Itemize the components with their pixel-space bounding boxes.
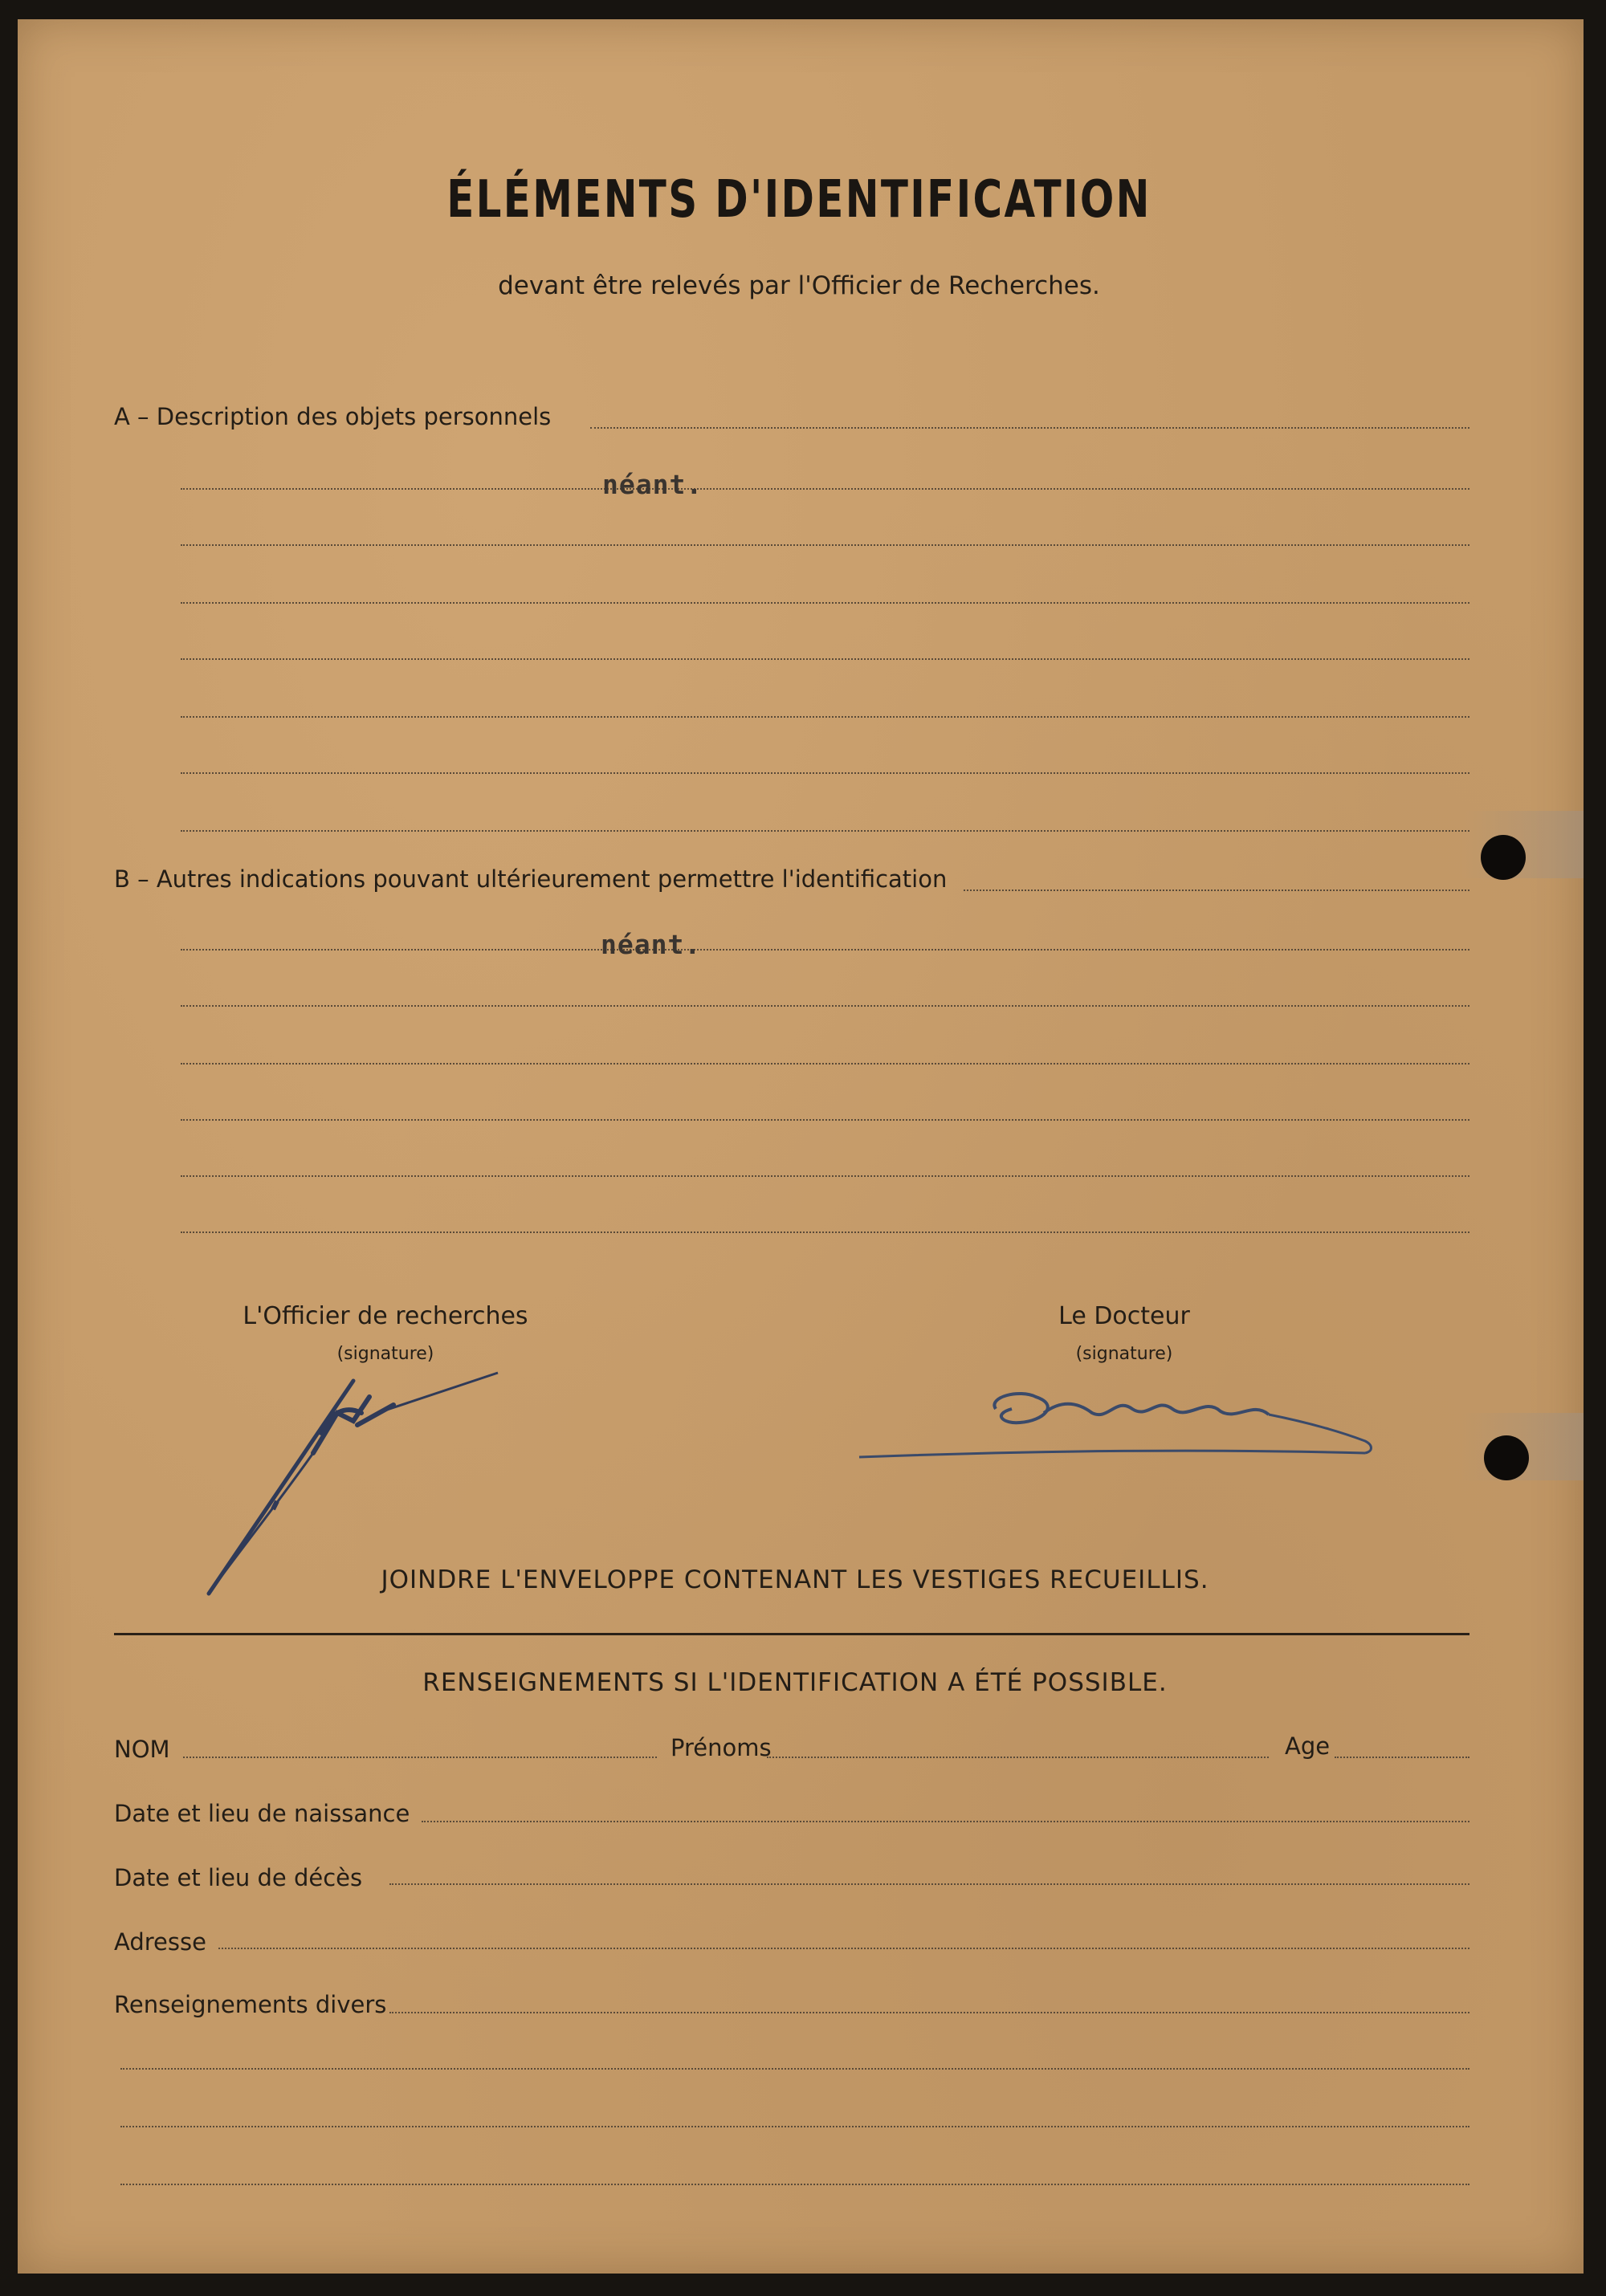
- page-title: ÉLÉMENTS D'IDENTIFICATION: [446, 170, 1152, 230]
- section-b-line-1[interactable]: [964, 889, 1469, 891]
- section-a-label: A – Description des objets personnels: [114, 403, 552, 430]
- age-label: Age: [1285, 1732, 1331, 1760]
- adresse-field[interactable]: [218, 1948, 1469, 1949]
- section-a-typed-value: néant.: [602, 469, 703, 500]
- prenoms-field[interactable]: [767, 1757, 1269, 1758]
- divers-field-2[interactable]: [120, 2068, 1469, 2070]
- section-a-line-7[interactable]: [181, 772, 1469, 774]
- divers-field-4[interactable]: [120, 2184, 1469, 2185]
- section-a-line-8[interactable]: [181, 830, 1469, 832]
- identification-heading: RENSEIGNEMENTS SI L'IDENTIFICATION A ÉTÉ POSSIBLE.: [422, 1668, 1168, 1697]
- section-a-line-4[interactable]: [181, 602, 1469, 604]
- section-b-line-6[interactable]: [181, 1175, 1469, 1177]
- naissance-field[interactable]: [422, 1821, 1469, 1822]
- deces-label: Date et lieu de décès: [114, 1864, 363, 1891]
- divers-label: Renseignements divers: [114, 1991, 387, 2018]
- doctor-signature-sub: (signature): [1075, 1344, 1173, 1364]
- doctor-signature-label: Le Docteur: [1058, 1302, 1190, 1330]
- nom-label: NOM: [114, 1736, 170, 1763]
- section-b-line-4[interactable]: [181, 1063, 1469, 1065]
- age-field[interactable]: [1335, 1757, 1469, 1758]
- section-b-typed-value: néant.: [601, 929, 702, 960]
- section-b-line-5[interactable]: [181, 1119, 1469, 1121]
- section-a-line-1[interactable]: [590, 427, 1469, 429]
- section-a-line-3[interactable]: [181, 544, 1469, 546]
- punch-hole-top: [1481, 835, 1526, 880]
- officer-signature-label: L'Officier de recherches: [243, 1302, 528, 1330]
- section-b-line-3[interactable]: [181, 1005, 1469, 1007]
- naissance-label: Date et lieu de naissance: [114, 1800, 410, 1827]
- section-a-line-6[interactable]: [181, 716, 1469, 718]
- page-subtitle: devant être relevés par l'Officier de Recherches.: [498, 271, 1100, 300]
- section-a-line-5[interactable]: [181, 658, 1469, 660]
- officer-signature-sub: (signature): [336, 1344, 434, 1364]
- section-b-line-7[interactable]: [181, 1231, 1469, 1233]
- section-b-line-2[interactable]: [181, 949, 1469, 951]
- punch-hole-bottom: [1484, 1435, 1529, 1480]
- form-sheet: [18, 19, 1584, 2274]
- envelope-notice: JOINDRE L'ENVELOPPE CONTENANT LES VESTIGES RECUEILLIS.: [381, 1565, 1209, 1594]
- section-b-label: B – Autres indications pouvant ultérieurement permettre l'identification: [114, 865, 948, 893]
- deces-field[interactable]: [389, 1883, 1469, 1885]
- divers-field-3[interactable]: [120, 2126, 1469, 2127]
- section-divider: [114, 1633, 1469, 1635]
- nom-field[interactable]: [183, 1757, 657, 1758]
- section-a-line-2[interactable]: [181, 488, 1469, 490]
- prenoms-label: Prénoms: [671, 1734, 772, 1761]
- adresse-label: Adresse: [114, 1928, 206, 1956]
- divers-field-1[interactable]: [389, 2012, 1469, 2013]
- doctor-signature-image: [851, 1365, 1381, 1469]
